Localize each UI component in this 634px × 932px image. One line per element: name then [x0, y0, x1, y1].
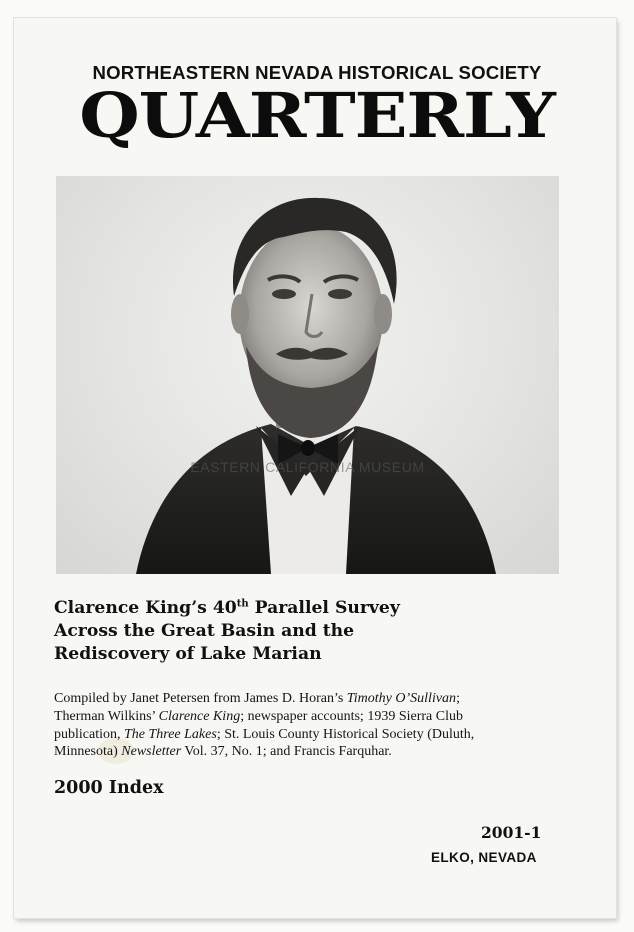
feature-title-line-3: Rediscovery of Lake Marian: [54, 644, 322, 664]
credits-text: Vol. 37, No. 1; and Francis Farquhar.: [181, 744, 392, 760]
credits-text: publication,: [54, 726, 124, 742]
feature-title-line-1: [54, 597, 400, 620]
cover-portrait-photo: [56, 176, 559, 574]
credits-text: Minnesota): [54, 744, 122, 760]
credits-paragraph: [54, 690, 474, 761]
feature-title-line-2: Across the Great Basin and the: [54, 621, 355, 641]
credits-book-title: Clarence King: [158, 708, 241, 724]
credits-line-2: [54, 708, 474, 726]
issue-number: 2001-1: [481, 823, 542, 842]
credits-line-4: [54, 743, 474, 761]
credits-publication-title: Newsletter: [121, 744, 182, 760]
feature-title: [54, 597, 400, 666]
credits-line-1: [54, 690, 474, 708]
credits-text: Therman Wilkins’: [54, 708, 159, 724]
index-label: 2000 Index: [54, 778, 164, 798]
credits-book-title: Timothy O’Sullivan: [346, 691, 457, 706]
credits-line-3: [54, 726, 474, 744]
feature-title-line-1-text: Clarence King’s 40: [54, 598, 237, 618]
credits-book-title: The Three Lakes: [124, 726, 217, 742]
credits-text: ; St. Louis County Historical Society (Duluth,: [216, 726, 475, 742]
photo-watermark: EASTERN CALIFORNIA MUSEUM: [190, 459, 425, 475]
masthead-title: QUARTERLY: [79, 79, 555, 152]
credits-text: ;: [456, 691, 460, 706]
credits-text: Compiled by Janet Petersen from James D. Horan’s: [54, 691, 347, 706]
society-name: NORTHEASTERN NEVADA HISTORICAL SOCIETY: [92, 62, 542, 83]
feature-title-line-1-end: Parallel Survey: [248, 598, 400, 618]
credits-text: ; newspaper accounts; 1939 Sierra Club: [240, 708, 463, 724]
ordinal-suffix: th: [236, 598, 249, 610]
portrait-illustration: [56, 176, 559, 574]
publication-place: ELKO, NEVADA: [431, 850, 537, 865]
